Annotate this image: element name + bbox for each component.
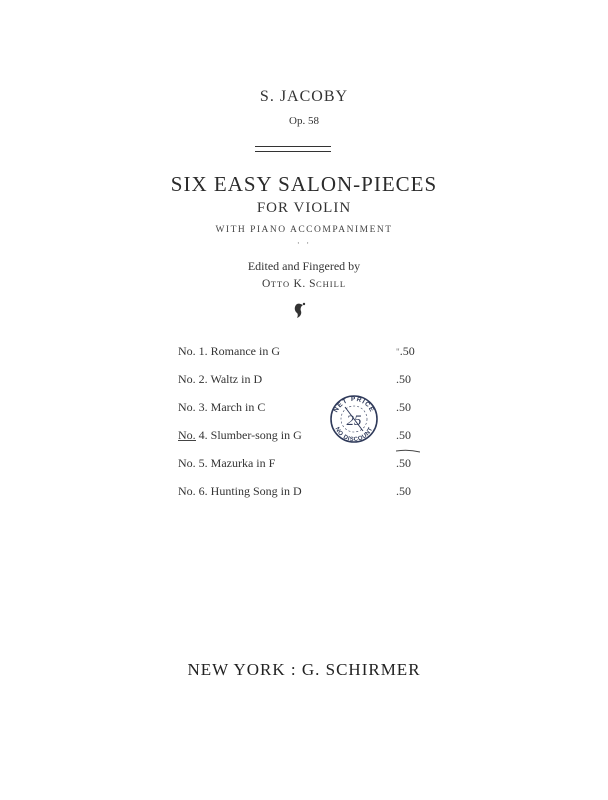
price-value: .50 (396, 456, 411, 470)
list-item (178, 428, 438, 448)
editor-name-part: K. S (290, 278, 316, 290)
net-price-stamp (328, 393, 380, 445)
piece-price (396, 456, 411, 471)
printer-ornament-icon (289, 300, 311, 322)
stamp-text-bottom: NO DISCOUNT (333, 426, 375, 444)
editor-name-part: TTO (270, 279, 291, 289)
piece-title: No. 6. Hunting Song in D (178, 484, 302, 498)
ornament-dots: · · (296, 238, 312, 248)
price-value: .50 (399, 344, 415, 358)
piece-price (396, 428, 411, 443)
opus-number: Op. 58 (289, 115, 319, 127)
piece-price (396, 372, 411, 387)
list-item (178, 400, 438, 420)
list-item (178, 344, 438, 364)
double-rule-top (255, 146, 331, 147)
piece-price (396, 344, 415, 359)
price-value: .50 (396, 400, 411, 414)
price-value: .50 (396, 484, 411, 498)
editor-name-part: O (261, 278, 271, 290)
list-item (178, 372, 438, 392)
piece-price (396, 400, 411, 415)
piece-title: No. 1. Romance in G (178, 344, 280, 358)
price-mark: " (396, 347, 400, 357)
svg-text:NET PRICE (332, 396, 375, 414)
double-rule-bottom (255, 151, 331, 152)
piece-title: No. 4. Slumber-song in G (178, 428, 302, 442)
work-title: SIX EASY SALON-PIECES (170, 172, 438, 196)
list-item (178, 484, 438, 504)
pencil-underline-price (396, 449, 420, 453)
editor-name-part: CHILL (315, 279, 347, 289)
price-value: .50 (396, 372, 411, 386)
accompaniment-line: WITH PIANO ACCOMPANIMENT (215, 225, 393, 235)
stamp-text-top: NET PRICE (332, 395, 376, 414)
instrument-line: FOR VIOLIN (256, 200, 352, 216)
piece-price (396, 484, 411, 499)
pencil-underline-no (178, 440, 196, 441)
stamp-center-value: 25 (346, 413, 362, 429)
publisher-imprint: NEW YORK : G. SCHIRMER (187, 660, 421, 679)
piece-title: No. 5. Mazurka in F (178, 456, 276, 470)
composer-name: S. JACOBY (259, 88, 349, 105)
editor-name (0, 278, 608, 290)
price-value: .50 (396, 428, 411, 442)
piece-title: No. 3. March in C (178, 400, 266, 414)
edited-by-line: Edited and Fingered by (247, 259, 361, 273)
list-item (178, 456, 438, 476)
piece-title: No. 2. Waltz in D (178, 372, 263, 386)
